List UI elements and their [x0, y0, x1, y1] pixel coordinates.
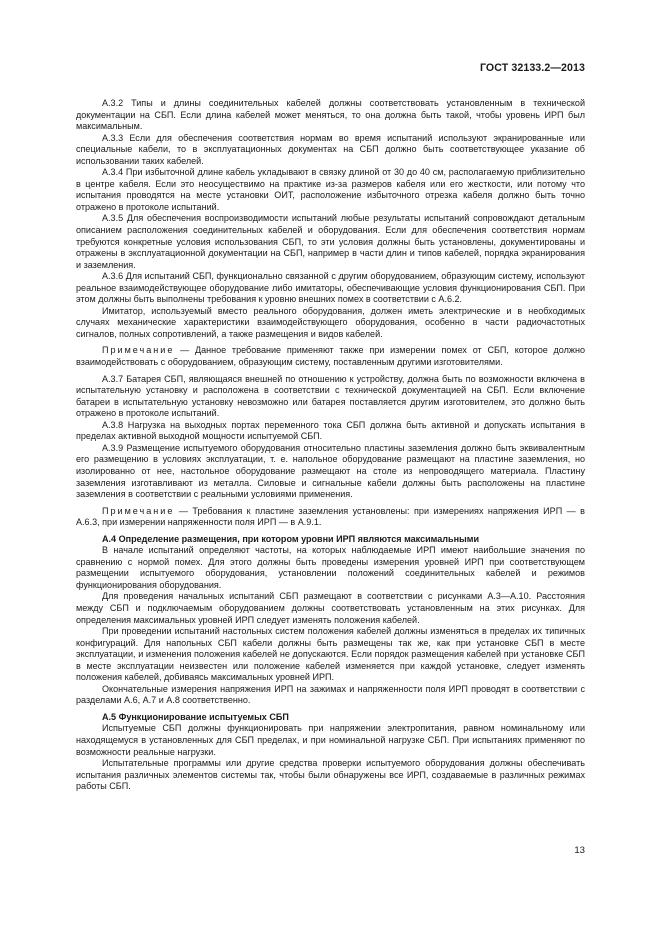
paragraph-a3-6-simulator: Имитатор, используемый вместо реального оборудования, должен иметь электрические и в необходимых случаях механические характеристики взаимодействующего оборудования, особенно в части радиочастотных сигналов, полных сопротивлений, а также размещения и видов кабелей. [76, 305, 585, 339]
paragraph-a3-3: А.3.3 Если для обеспечения соответствия нормам во время испытаний используют экранированные или специальные кабели, то в эксплуатационных документах на СБП должно быть соответствующее указание об использовании таких кабелей. [76, 132, 585, 166]
document-code: ГОСТ 32133.2—2013 [479, 62, 585, 74]
note-1-label: Примечание [102, 345, 175, 356]
note-2-text: — Требования к пластине заземления установлены: при измерениях напряжения ИРП — в А.6.3, при измерении напряженности поля ИРП — в А.9.1. [76, 505, 585, 528]
paragraph-a4-1: В начале испытаний определяют частоты, на которых наблюдаемые ИРП имеют наибольшие значения по сравнению с нормой помех. Для этого должны быть проведены измерения уровней ИРП при соответствующем размещении испытуемого оборудования, установлении положений соединительных кабелей и режимов функционирования оборудования. [76, 545, 585, 590]
section-heading-a5: А.5 Функционирование испытуемых СБП [102, 711, 289, 722]
paragraph-a4-2: Для проведения начальных испытаний СБП размещают в соответствии с рисунками А.3—А.10. Расстояния между СБП и подключаемым оборудованием должны соответствовать установленным на этих рисунках. Для определения максимальных уровней ИРП следует изменять положения кабелей. [76, 591, 585, 625]
paragraph-a3-9: А.3.9 Размещение испытуемого оборудования относительно пластины заземления должно быть эквивалентным его размещению в условиях эксплуатации, т. е. напольное оборудование размещают на пластине заземления, но изолированно от нее, настольное оборудование размещают на столе из непроводящего материала. Пластину заземления изготавливают из металла. Силовые и сигнальные кабели должны быть расположены на пластине заземления в соответствии с реальными условиями применения. [76, 442, 585, 500]
paragraph-a3-7: А.3.7 Батарея СБП, являющаяся внешней по отношению к устройству, должна быть по возможности включена в испытательную установку и расположена в соответствии с технической документацией на СБП. Если включение батареи в испытательную установку невозможно или батарея поставляется другим изготовителем, это должно быть отражено в протоколе испытаний. [76, 373, 585, 419]
paragraph-a3-5: А.3.5 Для обеспечения воспроизводимости испытаний любые результаты испытаний сопровождают детальным описанием расположения соединительных кабелей и оборудования. Если для обеспечения соответствия нормам требуются конкретные условия использования СБП, то эти условия должны быть установлены, документированы и отражены в эксплуатационной документации на СБП, например в части длин и типов кабелей, порядка экранирования и заземления. [76, 213, 585, 270]
paragraph-a3-4: А.3.4 При избыточной длине кабель укладывают в связку длиной от 30 до 40 см, располагаемую приблизительно в центре кабеля. Если это неосуществимо на практике из-за размеров кабеля или его жесткости, или потому что испытания проводятся на месте установки ОИТ, расположение избыточного отрезка кабеля должно быть точно отражено в протоколе испытаний. [76, 167, 585, 212]
page-number: 13 [574, 845, 585, 856]
paragraph-a5-2: Испытательные программы или другие средства проверки испытуемого оборудования должны обеспечивать испытания различных элементов системы так, чтобы были обнаружены все ИРП, создаваемые в различных режимах работы СБП. [76, 758, 585, 792]
page-content [76, 98, 585, 793]
paragraph-a3-2: А.3.2 Типы и длины соединительных кабелей должны соответствовать установленным в технической документации на СБП. Если длина кабелей может меняться, то она должна быть такой, чтобы уровень ИРП был максимальным. [76, 98, 585, 132]
note-2-label: Примечание [102, 505, 175, 516]
section-heading-a4: А.4 Определение размещения, при котором уровни ИРП являются максимальными [102, 533, 480, 544]
paragraph-a3-6: А.3.6 Для испытаний СБП, функционально связанной с другим оборудованием, образующим систему, используют реальное взаимодействующее оборудование либо имитаторы, обеспечивающие условия функционирования СБП. При этом должны быть выполнены требования к уровню внешних помех в соответствии с А.6.2. [76, 271, 585, 305]
paragraph-a4-3: При проведении испытаний настольных систем положения кабелей должны изменяться в пределах их типичных конфигураций. Для напольных СБП кабели должны быть размещены так же, как при установке СБП в месте эксплуатации, и изменения положения кабелей не допускаются. Если порядок размещения кабелей при установке СБП в месте эксплуатации неизвестен или положение кабелей изменяется при каждой установке, следует изменять положения кабелей, добиваясь максимальных уровней ИРП. [76, 626, 585, 683]
paragraph-a4-4: Окончательные измерения напряжения ИРП на зажимах и напряженности поля ИРП проводят в соответствии с разделами А.6, А.7 и А.8 соответственно. [76, 683, 585, 706]
note-2 [76, 506, 585, 529]
note-1-text: — Данное требование применяют также при измерении помех от СБП, которое должно взаимодействовать с оборудованием, образующим систему, поставленным другими изготовителями. [76, 345, 585, 368]
paragraph-a5-1: Испытуемые СБП должны функционировать при напряжении электропитания, равном номинальному или находящемуся в установленных для СБП пределах, и при номинальной нагрузке СБП. При испытаниях применяют по возможности реальные нагрузки. [76, 723, 585, 757]
note-1 [76, 345, 585, 368]
paragraph-a3-8: А.3.8 Нагрузка на выходных портах переменного тока СБП должна быть активной и допускать испытания в пределах активной выходной мощности испытуемой СБП. [76, 419, 585, 442]
